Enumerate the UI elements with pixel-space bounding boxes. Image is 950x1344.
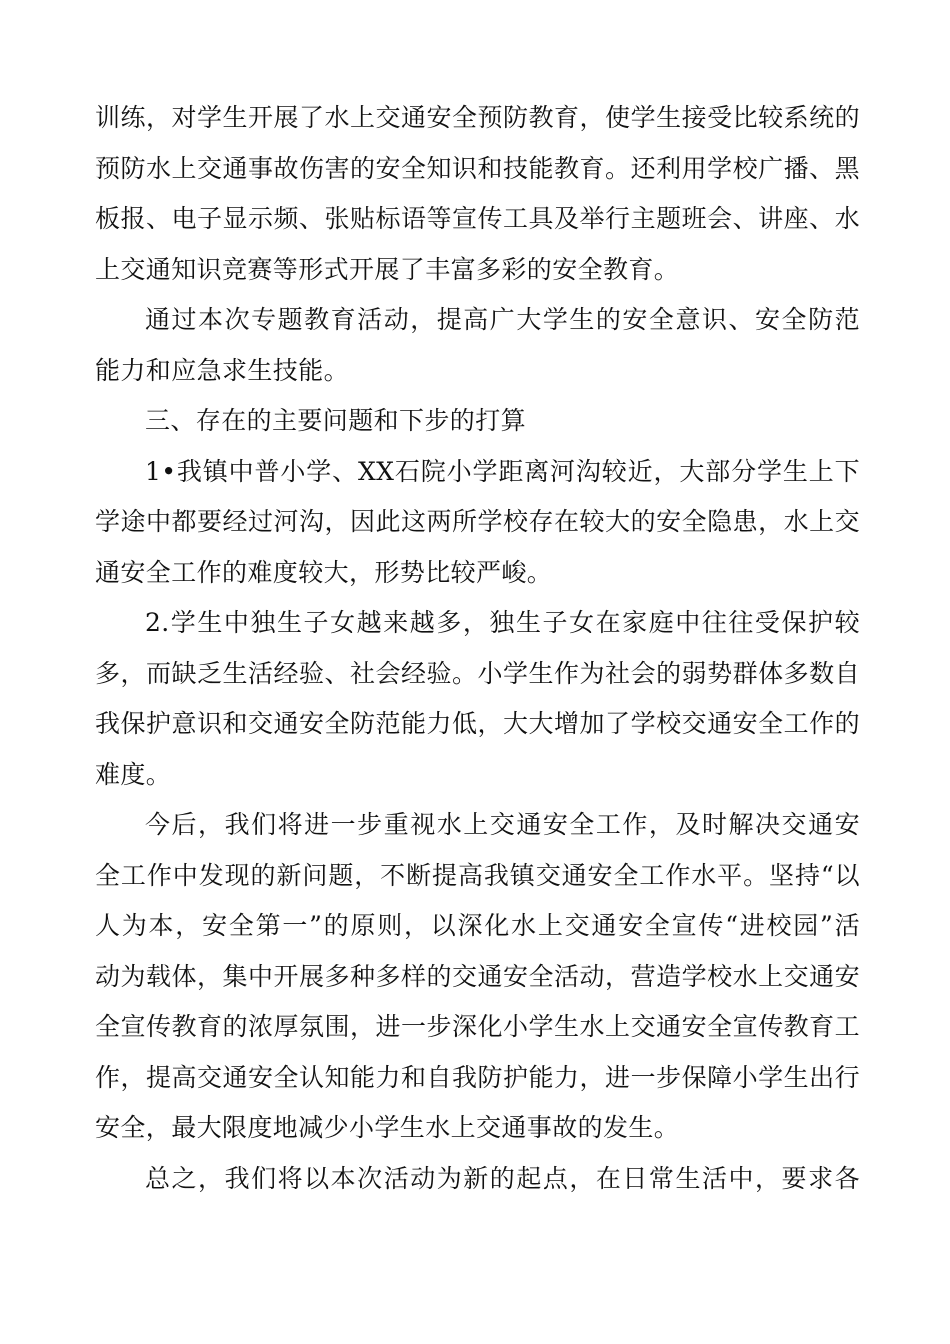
document-body bbox=[95, 93, 860, 1204]
text-line: 三、存在的主要问题和下步的打算 bbox=[145, 406, 527, 435]
text-line: 通安全工作的难度较大，形势比较严峻。 bbox=[95, 557, 553, 587]
text-line: 能力和应急求生技能。 bbox=[95, 355, 350, 385]
text-line: 安全，最大限度地减少小学生水上交通事故的发生。 bbox=[95, 1113, 680, 1142]
text-line: 1•我镇中普小学、XX石院小学距离河沟较近，大部分学生上下 bbox=[145, 456, 860, 486]
text-line: 作，提高交通安全认知能力和自我防护能力，进一步保障小学生出行 bbox=[95, 1062, 860, 1092]
text-line: 训练，对学生开展了水上交通安全预防教育，使学生接受比较系统的 bbox=[95, 103, 860, 132]
text-lines bbox=[95, 93, 860, 1204]
text-line: 总之，我们将以本次活动为新的起点，在日常生活中，要求各 bbox=[145, 1163, 860, 1193]
text-line: 多，而缺乏生活经验、社会经验。小学生作为社会的弱势群体多数自 bbox=[95, 658, 860, 688]
text-line: 今后，我们将进一步重视水上交通安全工作，及时解决交通安 bbox=[145, 810, 860, 839]
text-line: 全工作中发现的新问题，不断提高我镇交通安全工作水平。坚持“以 bbox=[95, 860, 860, 890]
text-line: 难度。 bbox=[95, 759, 172, 789]
text-line: 全宣传教育的浓厚氛围，进一步深化小学生水上交通安全宣传教育工 bbox=[95, 1012, 860, 1041]
text-line: 学途中都要经过河沟，因此这两所学校存在较大的安全隐患，水上交 bbox=[95, 507, 860, 536]
text-line: 上交通知识竞赛等形式开展了丰富多彩的安全教育。 bbox=[95, 254, 680, 284]
text-line: 人为本，安全第一”的原则，以深化水上交通安全宣传“进校园”活 bbox=[95, 911, 860, 940]
text-line: 板报、电子显示频、张贴标语等宣传工具及举行主题班会、讲座、水 bbox=[95, 204, 860, 233]
text-line: 我保护意识和交通安全防范能力低，大大增加了学校交通安全工作的 bbox=[95, 709, 860, 738]
text-line: 动为载体，集中开展多种多样的交通安全活动，营造学校水上交通安 bbox=[95, 961, 860, 991]
text-line: 通过本次专题教育活动，提高广大学生的安全意识、安全防范 bbox=[145, 305, 860, 334]
text-line: 预防水上交通事故伤害的安全知识和技能教育。还利用学校广播、黑 bbox=[95, 153, 860, 183]
text-line: 2.学生中独生子女越来越多，独生子女在家庭中往往受保护较 bbox=[145, 608, 860, 637]
